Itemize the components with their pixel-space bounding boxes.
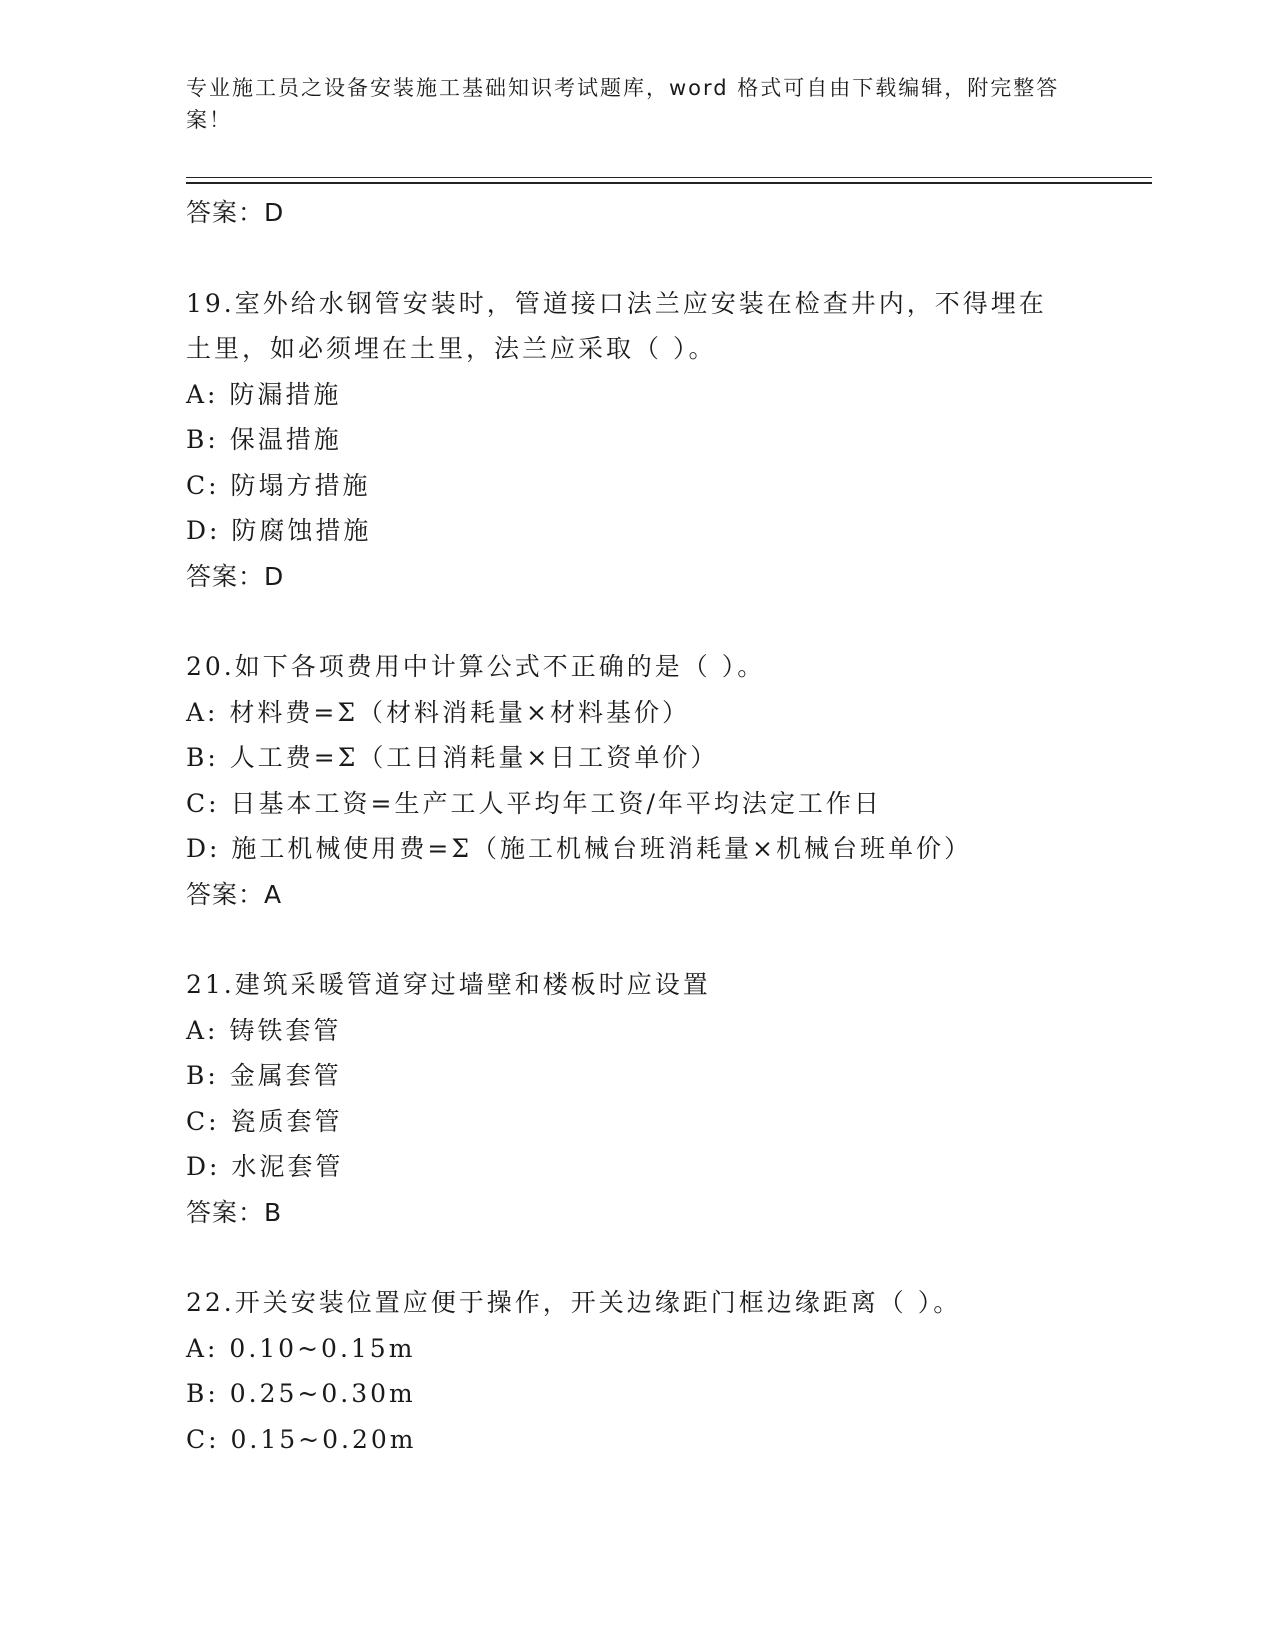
option-c: C: 瓷质套管	[186, 1106, 343, 1136]
answer-line: 答案：B	[186, 1197, 283, 1227]
spacer	[186, 236, 1086, 281]
option-c: C: 防塌方措施	[186, 470, 371, 500]
option-b: B: 保温措施	[186, 425, 342, 454]
question-stem: 19.室外给水钢管安装时，管道接口法兰应安装在检查井内，不得埋在土里，如必须埋在土里，法兰应采取（ ）。	[186, 288, 1047, 363]
option-d: D: 施工机械使用费=Σ（施工机械台班消耗量×机械台班单价）	[186, 834, 972, 863]
option-b: B: 0.25~0.30m	[186, 1379, 416, 1408]
page-header: 专业施工员之设备安装施工基础知识考试题库，word 格式可自由下载编辑，附完整答案！	[186, 76, 1060, 132]
option-d: D: 水泥套管	[186, 1152, 344, 1181]
option-a: A: 防漏措施	[186, 379, 342, 409]
spacer	[186, 917, 1086, 962]
question-item	[186, 962, 1086, 1235]
header-rule-thick	[186, 182, 1152, 184]
question-stem: 22.开关安装位置应便于操作，开关边缘距门框边缘距离（ ）。	[186, 1288, 962, 1317]
question-stem: 20.如下各项费用中计算公式不正确的是（ ）。	[186, 652, 766, 681]
option-b: B: 人工费=Σ（工日消耗量×日工资单价）	[186, 743, 719, 772]
answer-line: 答案：A	[186, 879, 283, 909]
question-list	[186, 190, 1086, 1462]
question-item	[186, 644, 1086, 917]
spacer	[186, 1235, 1086, 1280]
option-a: A: 铸铁套管	[186, 1015, 342, 1045]
option-b: B: 金属套管	[186, 1061, 342, 1090]
question-item	[186, 1280, 1086, 1462]
answer-line: 答案：D	[186, 198, 285, 227]
option-c: C: 日基本工资=生产工人平均年工资/年平均法定工作日	[186, 788, 882, 818]
option-a: A: 0.10~0.15m	[186, 1333, 416, 1363]
answer-line: 答案：D	[186, 561, 285, 591]
question-item	[186, 281, 1086, 600]
question-stem: 21.建筑采暖管道穿过墙壁和楼板时应设置	[186, 970, 711, 999]
option-d: D: 防腐蚀措施	[186, 516, 372, 545]
spacer	[186, 599, 1086, 644]
option-c: C: 0.15~0.20m	[186, 1424, 417, 1454]
header-rule	[186, 177, 1152, 178]
option-a: A: 材料费=Σ（材料消耗量×材料基价）	[186, 697, 690, 727]
